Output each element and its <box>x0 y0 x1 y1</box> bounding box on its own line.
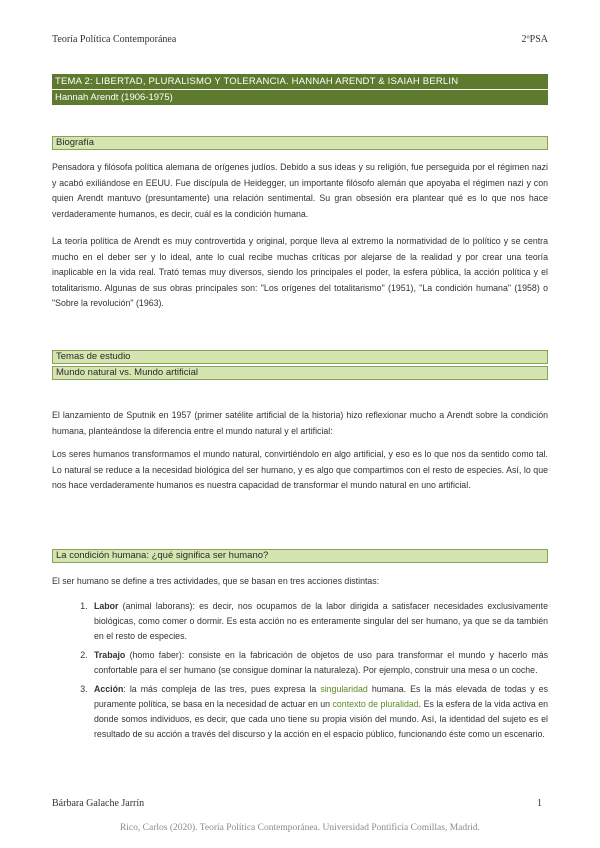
list-item-trabajo: 2. Trabajo (homo faber): consiste en la fabricación de objetos de uso para transformar el mundo y hacerlo más confortable para el ser humano (se consigue dominar la naturaleza). Por ejemplo, construir una mesa o un coche. <box>90 648 548 678</box>
temas-paragraph-2: Los seres humanos transformamos el mundo natural, convirtiéndolo en algo artificial, y eso es lo que nos da sentido como tal. Lo natural se reduce a la necesidad biológica del ser humano, y es algo que compartimos con el resto de especies. Así, lo que nos hace verdaderamente humanos es nuestra capacidad de transformar el mundo natural en uno artificial. <box>52 449 548 491</box>
course-title: Teoría Política Contemporánea <box>52 34 177 45</box>
pluralidad-highlight: contexto de pluralidad <box>332 699 419 709</box>
temas-paragraph-1: El lanzamiento de Sputnik en 1957 (primer satélite artificial de la historia) hizo reflexionar mucho a Arendt sobre la condición humana, planteándose la diferencia entre el mundo natural y el artificial: <box>52 410 548 436</box>
course-year: 2ºPSA <box>521 34 548 45</box>
list-item-labor: 1. Labor (animal laborans): es decir, nos ocupamos de la labor dirigida a satisfacer necesidades exclusivamente biológicas, como comer o dormir. Es esta acción no es enteramente singular del ser humano, ya que se da también en el resto de especies. <box>90 599 548 644</box>
footer-author: Bárbara Galache Jarrín <box>52 798 145 809</box>
temas-subheading: Mundo natural vs. Mundo artificial <box>52 366 548 380</box>
biografia-paragraph-1: Pensadora y filósofa política alemana de orígenes judíos. Debido a sus ideas y su religión, fue perseguida por el régimen nazi y acabó exiliándose en EEUU. Fue discípula de Heidegger, un importante filósofo alemán que apoyaba el régimen nazi y con quien Arendt mantuvo (presuntamente) una relación sentimental. Su gran obsesión era plantear qué es lo que nos hace verdaderamente humanos, es decir, cuál es la condición humana. <box>52 162 548 219</box>
biografia-heading: Biografía <box>52 136 548 150</box>
source-citation: Rico, Carlos (2020). Teoría Política Contemporánea. Universidad Pontificia Comillas, Madrid. <box>119 823 481 833</box>
activities-list <box>52 599 548 746</box>
topic-title: TEMA 2: LIBERTAD, PLURALISMO Y TOLERANCIA. HANNAH ARENDT & ISAIAH BERLIN <box>52 74 548 89</box>
condicion-intro: El ser humano se define a tres actividades, que se basan en tres acciones distintas: <box>52 576 380 586</box>
condicion-heading: La condición humana: ¿qué significa ser humano? <box>52 549 548 563</box>
temas-heading: Temas de estudio <box>52 350 548 364</box>
page-number: 1 <box>537 798 542 809</box>
biografia-paragraph-2: La teoría política de Arendt es muy controvertida y original, porque lleva al extremo la normatividad de lo político y se centra mucho en el deber ser y lo ideal, ante lo cual recibe muchas críticas por alejarse de la realidad y por crear una teoría inaplicable en la vida real. Trató temas muy diversos, siendo los principales el poder, la esfera pública, la acción política y el totalitarismo. Algunas de sus obras principales son: "Los orígenes del totalitarismo" (1951), "La condición humana" (1958) o "Sobre la revolución" (1963). <box>52 236 548 309</box>
topic-subtitle: Hannah Arendt (1906-1975) <box>52 90 548 105</box>
list-item-accion: 3. Acción: la más compleja de las tres, pues expresa la singularidad humana. Es la más elevada de todas y es puramente política, se basa en la necesidad de actuar en un contexto de pluralidad. Es la esfera de la vida activa en donde somos individuos, es decir, que cada uno tiene su propia visión del mundo. Así, la identidad del sujeto es el resultado de su acción a través del discurso y la acción en el espacio público, funcionando éste como un escenario. <box>90 682 548 742</box>
singularidad-highlight: singularidad <box>320 684 368 694</box>
page-header <box>52 34 548 45</box>
